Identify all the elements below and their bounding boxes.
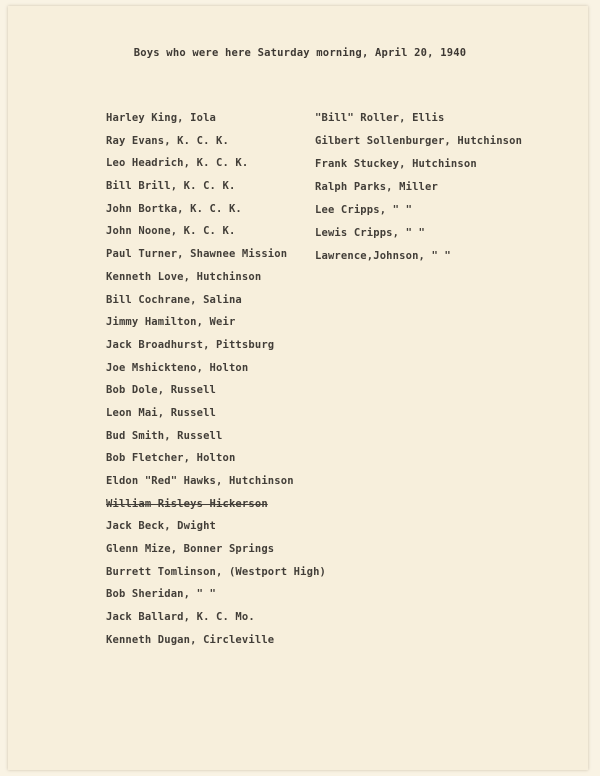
name-entry: Frank Stuckey, Hutchinson — [315, 158, 477, 170]
name-entry: John Bortka, K. C. K. — [106, 202, 242, 215]
name-entry: Bud Smith, Russell — [106, 429, 223, 442]
name-entry: Lewis Cripps, " " — [315, 227, 426, 239]
name-entry: Jimmy Hamilton, Weir — [106, 316, 236, 329]
name-entry: Bill Cochrane, Salina — [106, 293, 242, 306]
name-entry: Lawrence,Johnson, " " — [315, 250, 451, 262]
name-entry: Gilbert Sollenburger, Hutchinson — [315, 135, 523, 147]
name-entry: Jack Broadhurst, Pittsburg — [106, 338, 275, 351]
name-entry: Bob Sheridan, " " — [106, 588, 217, 601]
name-entry: Joe Mshickteno, Holton — [106, 361, 249, 374]
name-entry: Jack Beck, Dwight — [106, 520, 217, 533]
name-entry: Glenn Mize, Bonner Springs — [106, 543, 275, 556]
name-entry: Ralph Parks, Miller — [315, 181, 438, 193]
name-entry: Jack Ballard, K. C. Mo. — [106, 611, 255, 624]
name-entry: Bob Fletcher, Holton — [106, 452, 236, 465]
name-entry: Burrett Tomlinson, (Westport High) — [106, 565, 327, 578]
name-entry: Lee Cripps, " " — [315, 204, 413, 216]
name-entry: Kenneth Love, Hutchinson — [106, 270, 262, 283]
name-entry: Harley King, Iola — [106, 112, 217, 124]
name-entry: Paul Turner, Shawnee Mission — [106, 248, 288, 261]
name-entry: Bob Dole, Russell — [106, 384, 217, 397]
name-entry: John Noone, K. C. K. — [106, 225, 236, 238]
name-entry: "Bill" Roller, Ellis — [315, 112, 445, 124]
name-entry: Leo Headrich, K. C. K. — [106, 157, 249, 170]
name-entry: Kenneth Dugan, Circleville — [106, 633, 275, 646]
left-name-list — [106, 112, 326, 657]
name-entry: William Risleys Hickerson — [106, 497, 268, 510]
name-entry: Bill Brill, K. C. K. — [106, 180, 236, 193]
right-name-list — [315, 112, 522, 273]
name-entry: Ray Evans, K. C. K. — [106, 134, 229, 147]
document-title: Boys who were here Saturday morning, April 20, 1940 — [133, 47, 467, 59]
name-entry: Leon Mai, Russell — [106, 406, 217, 419]
name-entry: Eldon "Red" Hawks, Hutchinson — [106, 475, 294, 487]
